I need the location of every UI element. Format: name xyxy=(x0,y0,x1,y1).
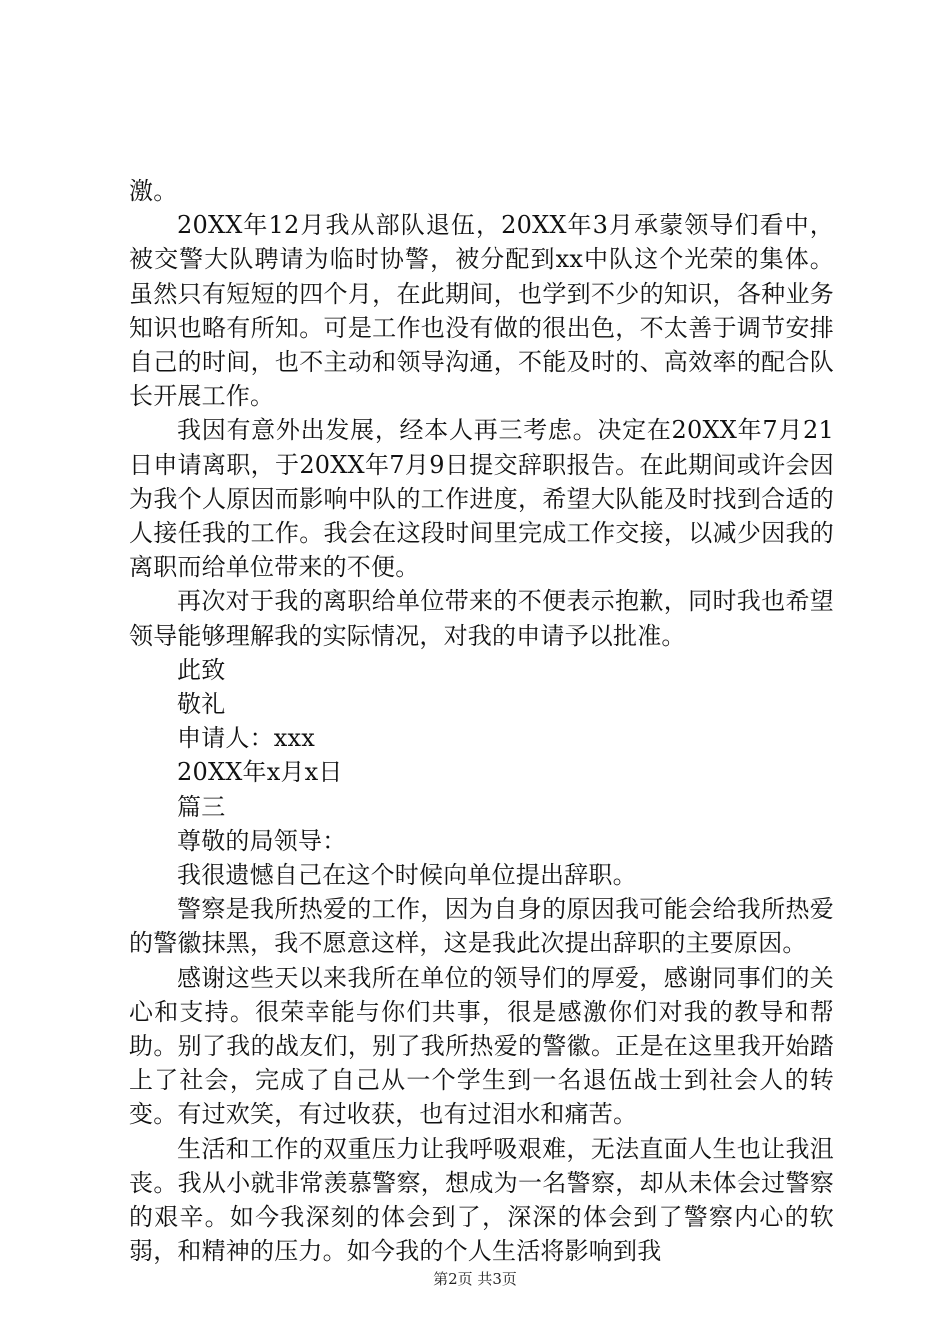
document-body xyxy=(129,174,834,1269)
section-heading: 篇三 xyxy=(177,792,226,821)
paragraph-resignation-reason: 我因有意外出发展，经本人再三考虑。决定在20XX年7月21日申请离职，于20XX年7月9日提交辞职报告。在此期间或许会因为我个人原因而影响中队的工作进度，希望大队能及时找到合适的人接任我的工作。我会在这段时间里完成工作交接，以减少因我的离职而给单位带来的不便。 xyxy=(129,416,834,582)
closing-salutation: 此致 xyxy=(177,655,226,684)
applicant-signature: 申请人：xxx xyxy=(177,724,316,753)
paragraph-resignation-background: 20XX年12月我从部队退伍，20XX年3月承蒙领导们看中，被交警大队聘请为临时协警，被分配到xx中队这个光荣的集体。虽然只有短短的四个月，在此期间，也学到不少的知识，各种业务知识也略有所知。可是工作也没有做的很出色，不太善于调节安排自己的时间，也不主动和领导沟通，不能及时的、高效率的配合队长开展工作。 xyxy=(129,211,834,411)
paragraph-pressure: 生活和工作的双重压力让我呼吸艰难，无法直面人生也让我沮丧。我从小就非常羡慕警察，想成为一名警察，却从未体会过警察的艰辛。如今我深刻的体会到了，深深的体会到了警察内心的软弱，和精神的压力。如今我的个人生活将影响到我 xyxy=(129,1134,834,1266)
signature-date: 20XX年x月x日 xyxy=(177,758,343,787)
page-number-footer: 第2页 共3页 xyxy=(433,1270,517,1288)
paragraph-main-reason: 警察是我所热爱的工作，因为自身的原因我可能会给我所热爱的警徽抹黑，我不愿意这样，这是我此次提出辞职的主要原因。 xyxy=(129,895,834,958)
letter-greeting: 尊敬的局领导： xyxy=(177,826,347,855)
closing-regards: 敬礼 xyxy=(177,690,226,719)
paragraph-intro: 我很遗憾自己在这个时候向单位提出辞职。 xyxy=(177,861,637,890)
paragraph-gratitude: 感谢这些天以来我所在单位的领导们的厚爱，感谢同事们的关心和支持。很荣幸能与你们共事，很是感激你们对我的教导和帮助。别了我的战友们，别了我所热爱的警徽。正是在这里我开始踏上了社会，完成了自己从一个学生到一名退伍战士到社会人的转变。有过欢笑，有过收获，也有过泪水和痛苦。 xyxy=(129,963,834,1129)
paragraph-apology: 再次对于我的离职给单位带来的不便表示抱歉，同时我也希望领导能够理解我的实际情况，对我的申请予以批准。 xyxy=(129,587,834,650)
paragraph-continuation: 激。 xyxy=(129,177,178,205)
